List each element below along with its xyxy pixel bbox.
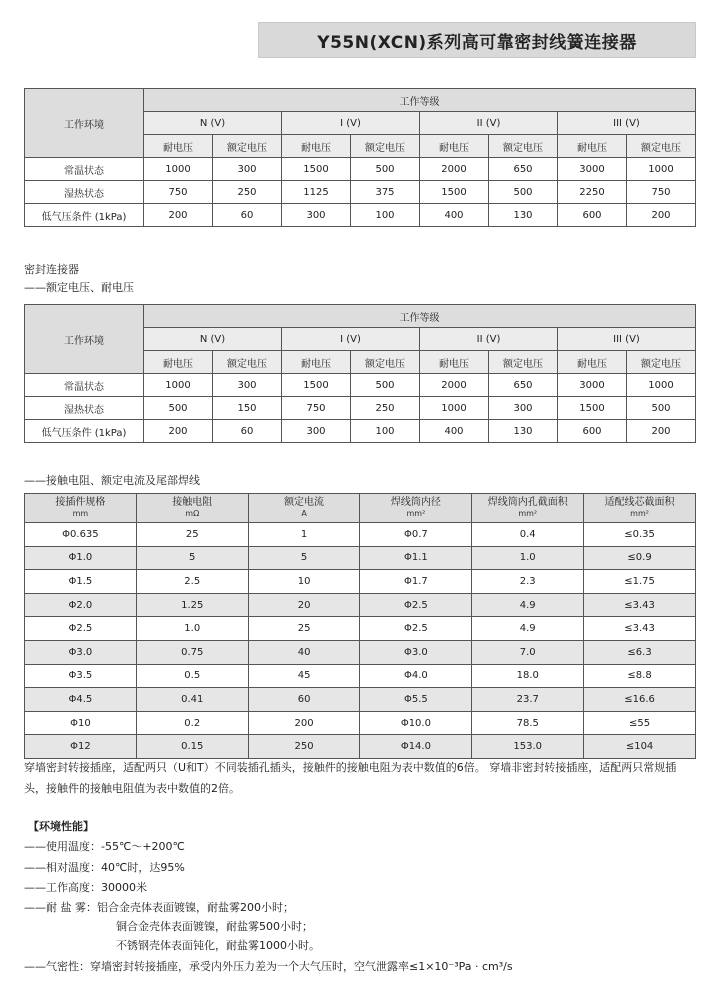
value-cell: 600 (558, 420, 627, 443)
value-cell: Φ4.5 (25, 688, 137, 712)
value-cell: 1 (248, 523, 360, 547)
level-header: I (V) (282, 112, 420, 135)
level-header: I (V) (282, 328, 420, 351)
rated-header: 额定电压 (489, 351, 558, 374)
rated-header: 额定电压 (489, 135, 558, 158)
level-header: III (V) (558, 328, 696, 351)
table-row (25, 546, 696, 570)
value-cell: 1.25 (136, 593, 248, 617)
table-row (25, 735, 696, 759)
value-cell: 4.9 (472, 593, 584, 617)
voltage-table-general (24, 88, 696, 227)
table-row (25, 397, 696, 420)
value-cell: 1.0 (472, 546, 584, 570)
table-row (25, 420, 696, 443)
column-header (360, 494, 472, 523)
value-cell: ≤3.43 (584, 593, 696, 617)
value-cell: ≤1.75 (584, 570, 696, 594)
value-cell: 650 (489, 158, 558, 181)
value-cell: 0.15 (136, 735, 248, 759)
value-cell: ≤8.8 (584, 664, 696, 688)
env-header: 工作环境 (25, 305, 144, 374)
column-header-name: 适配线芯截面积 (604, 497, 675, 508)
table-row (25, 181, 696, 204)
value-cell: 2000 (420, 374, 489, 397)
value-cell: 0.75 (136, 640, 248, 664)
withstand-header: 耐电压 (420, 351, 489, 374)
env-temp: ——使用温度：-55℃～+200℃ (24, 840, 185, 853)
rated-header: 额定电压 (627, 351, 696, 374)
value-cell: 60 (248, 688, 360, 712)
withstand-header: 耐电压 (282, 135, 351, 158)
voltage-table-sealed (24, 304, 696, 443)
column-header (584, 494, 696, 523)
value-cell: 650 (489, 374, 558, 397)
value-cell: Φ1.1 (360, 546, 472, 570)
column-header (25, 494, 137, 523)
value-cell: 200 (627, 420, 696, 443)
value-cell: 1500 (558, 397, 627, 420)
value-cell: Φ10 (25, 711, 137, 735)
value-cell: 1125 (282, 181, 351, 204)
value-cell: 1000 (627, 158, 696, 181)
column-header-unit: mm² (406, 509, 426, 518)
value-cell: Φ2.0 (25, 593, 137, 617)
value-cell: 5 (136, 546, 248, 570)
withstand-header: 耐电压 (420, 135, 489, 158)
env-cell: 常温状态 (25, 158, 144, 181)
table-row (25, 523, 696, 547)
value-cell: Φ1.0 (25, 546, 137, 570)
value-cell: ≤0.9 (584, 546, 696, 570)
env-salt-steel: 不锈钢壳体表面钝化，耐盐雾1000小时。 (116, 939, 320, 952)
value-cell: 750 (282, 397, 351, 420)
value-cell: 500 (351, 158, 420, 181)
value-cell: 250 (351, 397, 420, 420)
column-header-name: 接触电阻 (172, 497, 213, 508)
column-header-name: 接插件规格 (55, 497, 106, 508)
value-cell: Φ12 (25, 735, 137, 759)
value-cell: 150 (213, 397, 282, 420)
table-row (25, 640, 696, 664)
grade-header: 工作等级 (144, 89, 696, 112)
level-header: III (V) (558, 112, 696, 135)
rated-header: 额定电压 (213, 135, 282, 158)
env-heading: 【环境性能】 (28, 820, 94, 833)
rated-header: 额定电压 (351, 351, 420, 374)
value-cell: 0.2 (136, 711, 248, 735)
withstand-header: 耐电压 (144, 135, 213, 158)
env-airtight: ——气密性：穿墙密封转接插座，承受内外压力差为一个大气压时，空气泄露率≤1×10⁻³Pa · cm³/s (24, 960, 513, 973)
column-header-unit: A (301, 509, 307, 518)
value-cell: 250 (248, 735, 360, 759)
page-title: Y55N(XCN)系列高可靠密封线簧连接器 (258, 22, 696, 58)
column-header-unit: mm² (518, 509, 538, 518)
value-cell: ≤55 (584, 711, 696, 735)
value-cell: 4.9 (472, 617, 584, 641)
env-altitude: ——工作高度：30000米 (24, 881, 147, 894)
value-cell: Φ0.635 (25, 523, 137, 547)
env-cell: 湿热状态 (25, 397, 144, 420)
table-row (25, 593, 696, 617)
value-cell: 20 (248, 593, 360, 617)
value-cell: 2000 (420, 158, 489, 181)
value-cell: 500 (627, 397, 696, 420)
value-cell: 500 (351, 374, 420, 397)
level-header: N (V) (144, 112, 282, 135)
value-cell: 100 (351, 204, 420, 227)
column-header-unit: mm² (630, 509, 649, 518)
value-cell: ≤3.43 (584, 617, 696, 641)
value-cell: 200 (144, 420, 213, 443)
env-cell: 低气压条件 (1kPa) (25, 420, 144, 443)
value-cell: 2.3 (472, 570, 584, 594)
table-row (25, 711, 696, 735)
value-cell: 60 (213, 420, 282, 443)
value-cell: ≤104 (584, 735, 696, 759)
env-salt: ——耐 盐 雾：铝合金壳体表面镀镍，耐盐雾200小时； (24, 901, 294, 914)
value-cell: Φ1.5 (25, 570, 137, 594)
value-cell: 0.5 (136, 664, 248, 688)
value-cell: 60 (213, 204, 282, 227)
env-cell: 常温状态 (25, 374, 144, 397)
value-cell: ≤0.35 (584, 523, 696, 547)
withstand-header: 耐电压 (558, 135, 627, 158)
column-header (248, 494, 360, 523)
value-cell: Φ3.0 (25, 640, 137, 664)
value-cell: 400 (420, 204, 489, 227)
env-header: 工作环境 (25, 89, 144, 158)
value-cell: 10 (248, 570, 360, 594)
value-cell: Φ4.0 (360, 664, 472, 688)
value-cell: Φ0.7 (360, 523, 472, 547)
value-cell: 5 (248, 546, 360, 570)
env-humidity: ——相对温度：40℃时，达95% (24, 861, 185, 874)
withstand-header: 耐电压 (558, 351, 627, 374)
value-cell: 1500 (420, 181, 489, 204)
level-header: II (V) (420, 328, 558, 351)
contact-resistance-table (24, 493, 696, 759)
value-cell: 130 (489, 420, 558, 443)
value-cell: 40 (248, 640, 360, 664)
value-cell: 1000 (144, 374, 213, 397)
rated-header: 额定电压 (627, 135, 696, 158)
value-cell: Φ2.5 (360, 593, 472, 617)
value-cell: 375 (351, 181, 420, 204)
section-seal-subtitle: ——额定电压、耐电压 (24, 281, 134, 294)
value-cell: 750 (144, 181, 213, 204)
value-cell: Φ1.7 (360, 570, 472, 594)
value-cell: Φ3.0 (360, 640, 472, 664)
value-cell: 2.5 (136, 570, 248, 594)
value-cell: Φ2.5 (25, 617, 137, 641)
value-cell: 1500 (282, 158, 351, 181)
column-header-name: 额定电流 (284, 497, 325, 508)
withstand-header: 耐电压 (144, 351, 213, 374)
table-row (25, 617, 696, 641)
value-cell: 1500 (282, 374, 351, 397)
value-cell: 18.0 (472, 664, 584, 688)
value-cell: 750 (627, 181, 696, 204)
value-cell: 200 (248, 711, 360, 735)
value-cell: Φ2.5 (360, 617, 472, 641)
column-header-unit: mΩ (185, 509, 200, 518)
level-header: II (V) (420, 112, 558, 135)
value-cell: 3000 (558, 158, 627, 181)
value-cell: Φ10.0 (360, 711, 472, 735)
value-cell: Φ3.5 (25, 664, 137, 688)
value-cell: ≤16.6 (584, 688, 696, 712)
table-header-row (25, 494, 696, 523)
column-header-name: 焊线筒内孔截面积 (487, 497, 568, 508)
value-cell: 78.5 (472, 711, 584, 735)
value-cell: 200 (144, 204, 213, 227)
value-cell: Φ14.0 (360, 735, 472, 759)
section-contact-title: ——接触电阻、额定电流及尾部焊线 (24, 474, 200, 487)
value-cell: 300 (282, 420, 351, 443)
value-cell: 25 (248, 617, 360, 641)
table-row (25, 204, 696, 227)
value-cell: 1000 (627, 374, 696, 397)
value-cell: 300 (213, 374, 282, 397)
value-cell: 1000 (144, 158, 213, 181)
rated-header: 额定电压 (351, 135, 420, 158)
value-cell: 300 (282, 204, 351, 227)
value-cell: 600 (558, 204, 627, 227)
env-salt-copper: 铜合金壳体表面镀镍，耐盐雾500小时； (116, 920, 313, 933)
env-cell: 低气压条件 (1kPa) (25, 204, 144, 227)
section-seal-title: 密封连接器 (24, 263, 79, 276)
column-header (472, 494, 584, 523)
value-cell: 300 (489, 397, 558, 420)
value-cell: 25 (136, 523, 248, 547)
value-cell: 23.7 (472, 688, 584, 712)
value-cell: 2250 (558, 181, 627, 204)
table-row (25, 158, 696, 181)
value-cell: 300 (213, 158, 282, 181)
table-row (25, 688, 696, 712)
value-cell: Φ5.5 (360, 688, 472, 712)
value-cell: 3000 (558, 374, 627, 397)
value-cell: 400 (420, 420, 489, 443)
level-header: N (V) (144, 328, 282, 351)
env-cell: 湿热状态 (25, 181, 144, 204)
value-cell: 130 (489, 204, 558, 227)
value-cell: 0.4 (472, 523, 584, 547)
grade-header: 工作等级 (144, 305, 696, 328)
value-cell: 1000 (420, 397, 489, 420)
table-row (25, 664, 696, 688)
value-cell: 7.0 (472, 640, 584, 664)
value-cell: 45 (248, 664, 360, 688)
value-cell: 153.0 (472, 735, 584, 759)
value-cell: 1.0 (136, 617, 248, 641)
table-row (25, 570, 696, 594)
value-cell: ≤6.3 (584, 640, 696, 664)
column-header (136, 494, 248, 523)
value-cell: 100 (351, 420, 420, 443)
rated-header: 额定电压 (213, 351, 282, 374)
value-cell: 250 (213, 181, 282, 204)
value-cell: 0.41 (136, 688, 248, 712)
column-header-name: 焊线筒内径 (390, 497, 441, 508)
withstand-header: 耐电压 (282, 351, 351, 374)
value-cell: 500 (489, 181, 558, 204)
table-row (25, 374, 696, 397)
value-cell: 200 (627, 204, 696, 227)
value-cell: 500 (144, 397, 213, 420)
note-text: 穿墙密封转接插座，适配两只（U和T）不同装插孔插头，接触件的接触电阻为表中数值的6倍。 穿墙非密封转接插座，适配两只常规插头，接触件的接触电阻值为表中数值的2倍。 (24, 761, 677, 795)
column-header-unit: mm (72, 509, 89, 518)
